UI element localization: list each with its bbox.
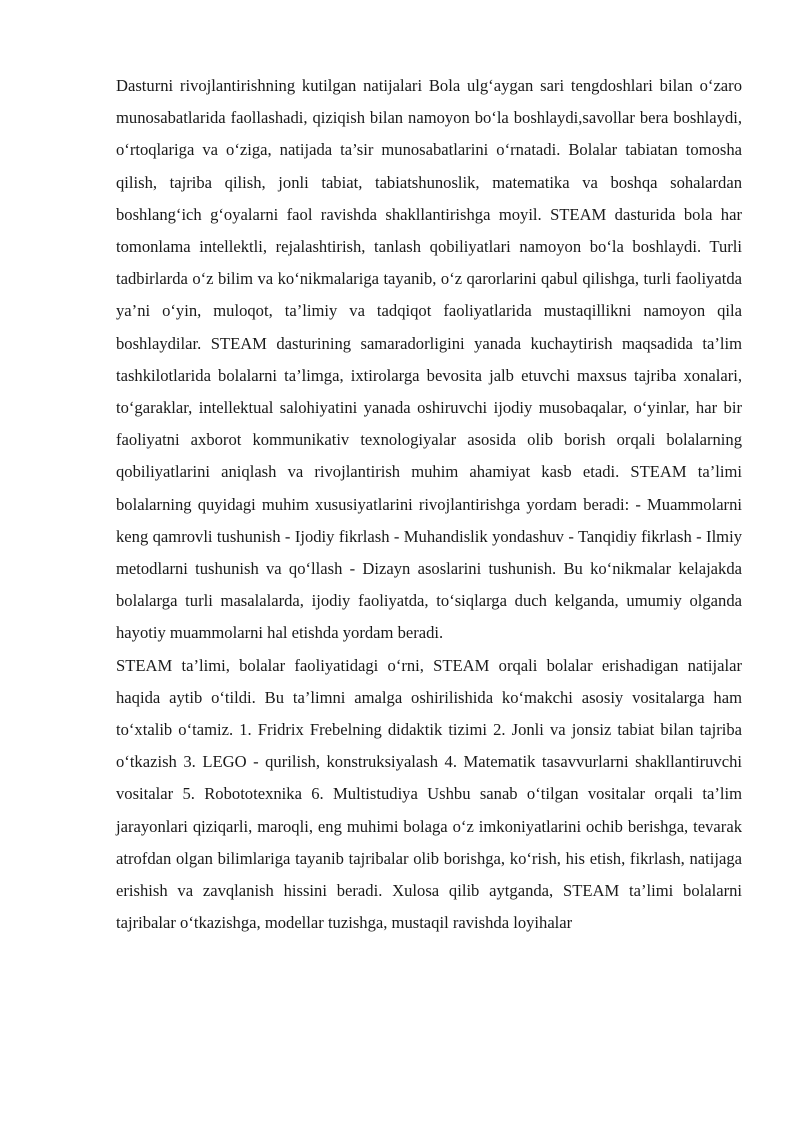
paragraph-1: Dasturni rivojlantirishning kutilgan natijalari Bola ulg‘aygan sari tengdoshlari bilan o‘zaro munosabatlarida faollashadi, qiziqish bilan namoyon bo‘la boshlaydi,savollar bera boshlaydi, o‘rtoqlariga va o‘ziga, natijada ta’sir munosabatlarini o‘rnatadi. Bolalar tabiatan tomosha qilish, tajriba qilish, jonli tabiat, tabiatshunoslik, matematika va boshqa sohalardan boshlang‘ich g‘oyalarni faol ravishda shakllantirishga moyil. STEAM dasturida bola har tomonlama intellektli, rejalashtirish, tanlash qobiliyatlari namoyon bo‘la boshlaydi. Turli tadbirlarda o‘z bilim va ko‘nikmalariga tayanib, o‘z qarorlarini qabul qilishga, turli faoliyatda ya’ni o‘yin, muloqot, ta’limiy va tadqiqot faoliyatlarida mustaqillikni namoyon qila boshlaydilar. STEAM dasturining samaradorligini yanada kuchaytirish maqsadida ta’lim tashkilotlarida bolalarni ta’limga, ixtirolarga bevosita jalb etuvchi maxsus tajriba xonalari, to‘garaklar, intellektual salohiyatini yanada oshiruvchi ijodiy musobaqalar, o‘yinlar, har bir faoliyatni axborot kommunikativ texnologiyalar asosida olib borish orqali bolalarning qobiliyatlarini aniqlash va rivojlantirish muhim ahamiyat kasb etadi. STEAM ta’limi bolalarning quyidagi muhim xususiyatlarini rivojlantirishga yordam beradi: - Muammolarni keng qamrovli tushunish - Ijodiy fikrlash - Muhandislik yondashuv - Tanqidiy fikrlash - Ilmiy metodlarni tushunish va qo‘llash - Dizayn asoslarini tushunish. Bu ko‘nikmalar kelajakda bolalarga turli masalalarda, ijodiy faoliyatda, to‘siqlarga duch kelganda, umumiy olganda hayotiy muammolarni hal etishda yordam beradi.: [116, 76, 742, 643]
document-page: [116, 70, 742, 939]
paragraph-2: STEAM ta’limi, bolalar faoliyatidagi o‘rni, STEAM orqali bolalar erishadigan natijalar haqida aytib o‘tildi. Bu ta’limni amalga oshirilishida ko‘makchi asosiy vositalarga ham to‘xtalib o‘tamiz. 1. Fridrix Frebelning didaktik tizimi 2. Jonli va jonsiz tabiat bilan tajriba o‘tkazish 3. LEGO - qurilish, konstruksiyalash 4. Matematik tasavvurlarni shakllantiruvchi vositalar 5. Robototexnika 6. Multistudiya Ushbu sanab o‘tilgan vositalar orqali ta’lim jarayonlari qiziqarli, maroqli, eng muhimi bolaga o‘z imkoniyatlarini ochib berishga, tevarak atrofdan olgan bilimlariga tayanib tajribalar olib borishga, ko‘rish, his etish, fikrlash, natijaga erishish va zavqlanish hissini beradi. Xulosa qilib aytganda, STEAM ta’limi bolalarni tajribalar o‘tkazishga, modellar tuzishga, mustaqil ravishda loyihalar: [116, 655, 742, 933]
